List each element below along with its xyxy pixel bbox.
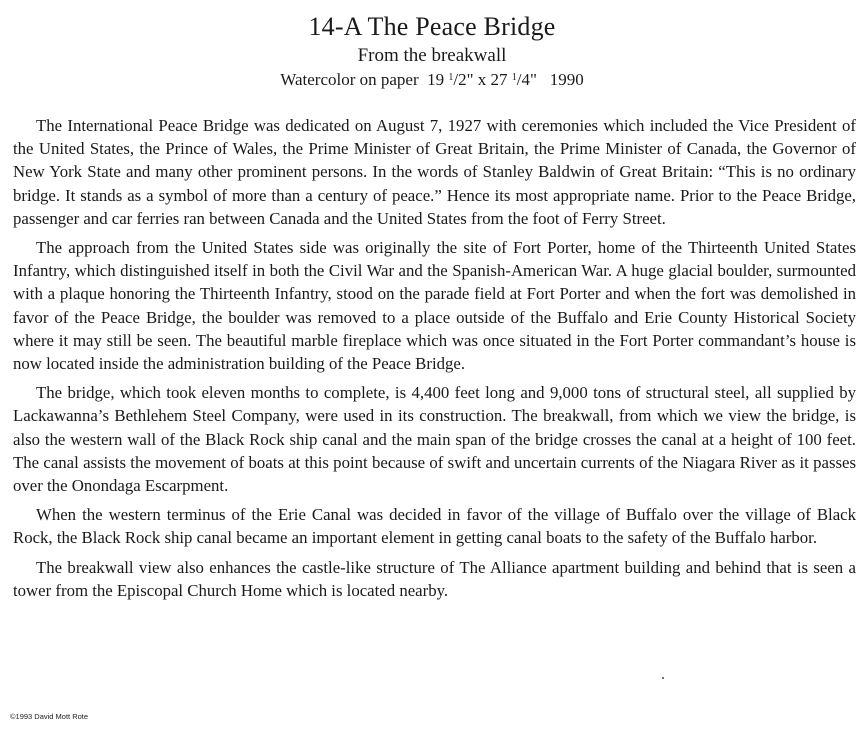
artwork-dimensions: 19 $^1$/2" x 27 $^1$/4" <box>427 70 537 89</box>
paragraph-breakwall-view: The breakwall view also enhances the castle-like structure of The Alliance apartment building and behind that is seen a tower from the Episcopal Church Home which is located nearby. <box>13 557 856 600</box>
page-header <box>0 12 864 91</box>
paragraph-fort-porter: The approach from the United States side was originally the site of Fort Porter, home of the Thirteenth United States Infantry, which distinguished itself in both the Civil War and the Spanish-American War. A huge glacial boulder, surmounted with a plaque honoring the Thirteenth Infantry, stood on the parade field at Fort Porter and when the fort was demolished in favor of the Peace Bridge, the boulder was removed to a place outside of the Buffalo and Erie County Historical Society where it may still be seen. The beautiful marble fireplace which was once situated in the Fort Porter commandant’s house is now located inside the administration building of the Peace Bridge. <box>13 238 856 374</box>
page-title: 14-A The Peace Bridge <box>308 12 556 41</box>
artwork-medium: Watercolor on paper <box>280 70 419 89</box>
paragraph-dedication: The International Peace Bridge was dedicated on August 7, 1927 with ceremonies which included the Vice President of the United States, the Prince of Wales, the Prime Minister of Great Britain, the Prime Minister of Canada, the Governor of New York State and many other prominent persons. In the words of Stanley Baldwin of Great Britain: “This is no ordinary bridge. It stands as a symbol of more than a century of peace.” Hence its most appropriate name. Prior to the Peace Bridge, passenger and car ferries ran between Canada and the United States from the foot of Ferry Street. <box>13 116 856 228</box>
ink-speck <box>662 677 664 679</box>
paragraph-erie-canal: When the western terminus of the Erie Canal was decided in favor of the village of Buffalo over the village of Black Rock, the Black Rock ship canal became an important element in getting canal boats to the safety of the Buffalo harbor. <box>13 505 856 548</box>
artwork-details <box>0 69 864 91</box>
page-subtitle: From the breakwall <box>357 45 507 66</box>
article-body <box>13 114 856 608</box>
copyright-notice: ©1993 David Mott Rote <box>10 712 89 721</box>
artwork-year: 1990 <box>549 70 584 89</box>
paragraph-construction: The bridge, which took eleven months to complete, is 4,400 feet long and 9,000 tons of structural steel, all supplied by Lackawanna’s Bethlehem Steel Company, were used in its construction. The breakwall, from which we view the bridge, is also the western wall of the Black Rock ship canal and the main span of the bridge crosses the canal at a height of 100 feet. The canal assists the movement of boats at this point because of swift and uncertain currents of the Niagara River as it passes over the Onondaga Escarpment. <box>13 383 856 496</box>
